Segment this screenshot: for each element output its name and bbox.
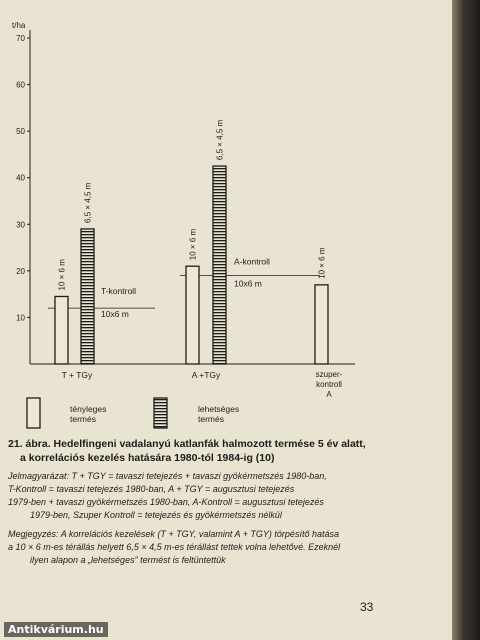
category-label <box>316 370 343 399</box>
reference-line-label: T-kontroll <box>101 286 136 297</box>
figure-caption-line-2: a korrelációs kezelés hatására 1980-tól 1984-ig (10) <box>20 452 275 464</box>
category-label-line: szuper- <box>315 370 343 379</box>
category-label-line: kontroll <box>316 380 342 389</box>
bar-label: 6,5 × 4,5 m <box>215 119 225 161</box>
y-tick-label: 40 <box>16 173 25 183</box>
y-tick-label: 50 <box>16 127 25 137</box>
legend-label <box>70 404 106 424</box>
legend-label-line: tényleges <box>70 404 107 414</box>
watermark: Antikvárium.hu <box>4 622 108 637</box>
y-tick-label: 10 <box>16 313 25 323</box>
y-tick-label: 70 <box>16 34 25 43</box>
bar-label: 6,5 × 4,5 m <box>83 182 93 223</box>
bar-label: 10 × 6 m <box>57 259 67 291</box>
category-label-line: A <box>326 390 332 399</box>
category-label: A +TGy <box>191 370 221 380</box>
page-number: 33 <box>360 600 374 614</box>
legend-explanation-1: Jelmagyarázat: T + TGY = tavaszi tetejezés + tavaszi gyökérmetszés 1980-ban, <box>8 471 327 481</box>
legend-label-line: lehetséges <box>198 404 240 414</box>
note-line-1: Megjegyzés: A korrelációs kezelések (T + TGY, valamint A + TGY) törpésítő hatása <box>8 529 339 539</box>
bar <box>213 166 226 364</box>
legend-label-line: termés <box>198 414 224 424</box>
bar <box>55 296 68 364</box>
legend-swatch <box>154 398 167 428</box>
reference-line-label: A-kontroll <box>234 256 270 267</box>
category-label: T + TGy <box>61 370 93 380</box>
legend-label <box>198 404 239 424</box>
reference-line-sublabel: 10x6 m <box>234 278 262 289</box>
y-tick-label: 60 <box>16 80 25 90</box>
bar-label: 10 × 6 m <box>317 247 327 279</box>
legend-explanation-2: T-Kontroll = tavaszi tetejezés 1980-ban, A + TGY = augusztusi tetejezés <box>8 484 295 494</box>
bar <box>81 229 94 364</box>
bar <box>186 266 199 364</box>
book-spine-shadow <box>452 0 480 640</box>
reference-line-sublabel: 10x6 m <box>101 309 129 320</box>
legend-label-line: termés <box>70 414 96 424</box>
y-tick-label: 30 <box>16 220 25 230</box>
bar-label: 10 × 6 m <box>188 228 198 261</box>
note-line-2: a 10 × 6 m-es térállás helyett 6,5 × 4,5 m-es térállást tettek volna lehetővé. Ezeknél <box>8 542 341 552</box>
figure-caption-line-1: 21. ábra. Hedelfingeni vadalanyú katlanfák halmozott termése 5 év alatt, <box>8 438 366 450</box>
bar <box>315 285 328 364</box>
legend-explanation-4: 1979-ben, Szuper Kontroll = tetejezés és gyökérmetszés nélkül <box>30 510 282 520</box>
y-tick-label: 20 <box>16 266 25 276</box>
y-axis-label: t/ha <box>12 21 26 30</box>
legend-swatch <box>27 398 40 428</box>
legend-explanation-3: 1979-ben + tavaszi gyökérmetszés 1980-ban, A-Kontroll = augusztusi tetejezés <box>8 497 324 507</box>
note-line-3: ilyen alapon a „lehetséges” termést is feltüntettük <box>30 555 226 565</box>
